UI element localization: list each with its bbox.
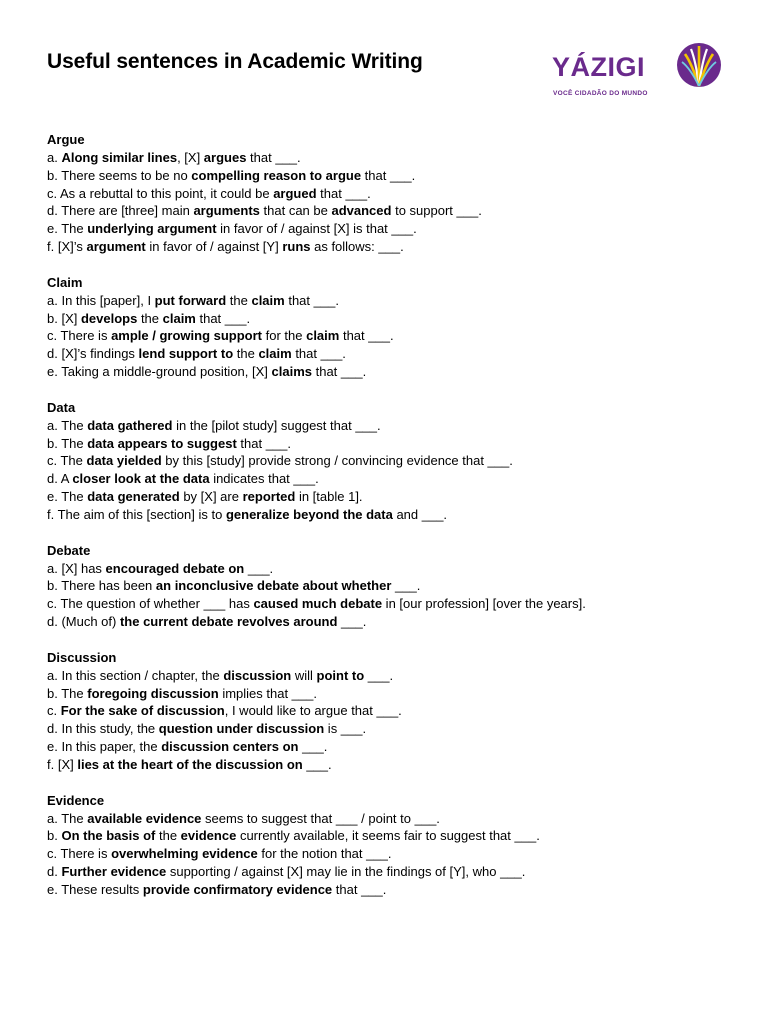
phrase-text: that can be [259,203,332,219]
phrase-text: in [table 1]. [295,488,363,504]
phrase-line [47,506,747,524]
phrase-text: d. In this study, the [47,721,159,737]
section-title: Evidence [47,792,105,808]
key-phrase: argues [203,150,247,165]
key-phrase: runs [282,238,311,254]
phrase-text: a. [47,150,62,165]
phrase-line [47,685,747,703]
key-phrase: Along similar lines [61,150,178,165]
key-phrase: generalize beyond the data [225,506,393,522]
phrase-text: indicates that ___. [209,471,319,487]
phrase-text: that ___. [236,435,291,451]
key-phrase: compelling reason to argue [191,167,362,183]
key-phrase: discussion centers on [161,738,299,754]
phrase-text: ___. [364,667,394,683]
key-phrase: develops [80,310,138,326]
key-phrase: data gathered [87,417,173,433]
section-evidence [47,792,747,899]
phrase-text: , I would like to argue that ___. [224,703,402,719]
phrase-line [47,595,747,613]
phrase-line [47,417,747,435]
phrase-text: that ___. [332,881,387,897]
phrase-text: c. As a rebuttal to this point, it could be [47,185,274,201]
phrase-text: in [our profession] [over the years]. [382,596,586,612]
phrase-line [47,292,747,310]
phrase-text: c. The [47,453,87,469]
key-phrase: Further evidence [61,863,167,879]
phrase-line [47,738,747,756]
key-phrase: claim [251,292,285,308]
phrase-line [47,560,747,578]
key-phrase: evidence [180,828,237,844]
phrase-text: c. [47,703,61,719]
phrase-text: a. In this [paper], I [47,292,155,308]
phrase-text: for the notion that ___. [257,846,392,862]
key-phrase: claim [162,310,196,326]
page-title: Useful sentences in Academic Writing [47,50,423,73]
phrase-text: a. In this section / chapter, the [47,667,224,683]
phrase-text: ___. [391,578,421,594]
phrase-text: a. [X] has [47,560,106,576]
key-phrase: the current debate revolves around [119,613,338,629]
phrase-text: ___. [298,738,328,754]
phrase-line [47,720,747,738]
phrase-text: f. The aim of this [section] is to [47,506,226,522]
phrase-text: b. The [47,685,88,701]
key-phrase: underlying argument [87,221,217,237]
phrase-line [47,345,747,363]
phrase-text: that ___. [284,292,339,308]
section-argue [47,131,747,256]
phrase-text: that ___. [195,310,251,326]
key-phrase: available evidence [87,810,202,826]
phrase-text: implies that ___. [218,685,317,701]
phrase-line [47,488,747,506]
yazigi-logo [552,42,724,100]
phrase-line [47,613,747,631]
key-phrase: caused much debate [253,596,383,612]
phrase-text: in the [pilot study] suggest that ___. [172,417,381,433]
key-phrase: data generated [87,488,180,504]
key-phrase: lend support to [138,346,234,362]
phrase-line [47,863,747,881]
logo-tagline: VOCÊ CIDADÃO DO MUNDO [553,90,648,97]
phrase-text: for the [262,328,307,344]
phrase-text: by [X] are [179,488,243,504]
phrase-text: the [233,346,259,362]
phrase-text: to support ___. [391,203,482,219]
phrase-text: as follows: ___. [310,238,404,254]
phrase-text: seems to suggest that ___ / point to ___. [201,810,440,826]
key-phrase: claim [258,346,292,362]
key-phrase: question under discussion [158,721,325,737]
phrase-text: b. There seems to be no [47,167,192,183]
phrase-text: a. The [47,810,88,826]
phrase-text: d. [X]’s findings [47,346,139,362]
key-phrase: overwhelming evidence [111,846,258,862]
section-title: Data [47,399,76,415]
section-debate [47,542,747,631]
key-phrase: point to [316,667,365,683]
phrase-line [47,238,747,256]
section-title: Claim [47,274,83,290]
key-phrase: data appears to suggest [87,435,237,451]
phrase-text: that ___. [291,346,346,362]
key-phrase: closer look at the data [72,471,210,487]
phrase-text: the [137,310,163,326]
phrase-text: ___. [244,560,274,576]
phrase-text: d. (Much of) [47,613,120,629]
phrase-text: that ___. [339,328,394,344]
key-phrase: put forward [154,292,227,308]
phrase-line [47,327,747,345]
key-phrase: For the sake of discussion [60,703,225,719]
phrase-text: in favor of / against [X] is that ___. [216,221,417,237]
logo-wordmark: YÁZIGI [552,52,646,82]
phrase-line [47,202,747,220]
logo-emblem-icon [676,42,722,88]
key-phrase: discussion [223,667,292,683]
key-phrase: ample / growing support [111,328,263,344]
key-phrase: claim [306,328,340,344]
key-phrase: On the basis of [61,828,156,844]
phrase-line [47,577,747,595]
phrase-text: and ___. [392,506,448,522]
key-phrase: data yielded [86,453,162,469]
phrase-text: f. [X] [47,756,78,772]
section-discussion [47,649,747,774]
phrase-text: b. [47,828,62,844]
phrase-text: that ___. [246,150,301,165]
section-data [47,399,747,524]
key-phrase: arguments [193,203,260,219]
phrase-line [47,149,747,167]
key-phrase: claims [271,363,312,379]
section-title: Discussion [47,649,117,665]
section-title: Argue [47,132,85,147]
phrase-text: will [291,667,317,683]
key-phrase: argument [86,238,146,254]
phrase-text: ___. [302,756,332,772]
phrase-text: d. [47,863,62,879]
key-phrase: encouraged debate on [105,560,245,576]
phrase-text: in favor of / against [Y] [145,238,283,254]
phrase-line [47,810,747,828]
phrase-list [47,131,747,917]
phrase-text: d. A [47,471,73,487]
phrase-text: e. The [47,488,88,504]
phrase-line [47,167,747,185]
phrase-text: f. [X]’s [47,238,87,254]
phrase-text: the [226,292,252,308]
phrase-line [47,310,747,328]
phrase-line [47,756,747,774]
phrase-text: e. Taking a middle-ground position, [X] [47,363,272,379]
phrase-line [47,470,747,488]
phrase-text: that ___. [316,185,371,201]
phrase-text: b. [X] [47,310,81,326]
phrase-text: c. The question of whether ___ has [47,596,254,612]
phrase-line [47,667,747,685]
phrase-line [47,845,747,863]
phrase-line [47,452,747,470]
phrase-text: that ___. [361,167,416,183]
phrase-text: ___. [337,613,367,629]
phrase-text: by this [study] provide strong / convincing evidence that ___. [161,453,513,469]
key-phrase: argued [273,185,317,201]
phrase-text: c. There is [47,846,112,862]
section-claim [47,274,747,381]
phrase-text: e. In this paper, the [47,738,162,754]
phrase-text: e. The [47,221,88,237]
phrase-text: , [X] [177,150,204,165]
phrase-text: b. There has been [47,578,156,594]
phrase-text: a. The [47,417,88,433]
key-phrase: advanced [331,203,392,219]
phrase-line [47,220,747,238]
key-phrase: foregoing discussion [87,685,219,701]
phrase-line [47,702,747,720]
phrase-text: c. There is [47,328,112,344]
phrase-line [47,435,747,453]
phrase-line [47,363,747,381]
key-phrase: provide confirmatory evidence [142,881,333,897]
key-phrase: reported [242,488,296,504]
phrase-text: b. The [47,435,88,451]
phrase-text: the [155,828,181,844]
phrase-line [47,827,747,845]
phrase-text: d. There are [three] main [47,203,194,219]
phrase-text: e. These results [47,881,143,897]
phrase-line [47,881,747,899]
phrase-line [47,185,747,203]
phrase-text: supporting / against [X] may lie in the findings of [Y], who ___. [166,863,526,879]
phrase-text: that ___. [312,363,367,379]
section-title: Debate [47,542,91,558]
key-phrase: an inconclusive debate about whether [155,578,392,594]
key-phrase: lies at the heart of the discussion on [77,756,303,772]
phrase-text: is ___. [324,721,367,737]
phrase-text: currently available, it seems fair to suggest that ___. [236,828,540,844]
